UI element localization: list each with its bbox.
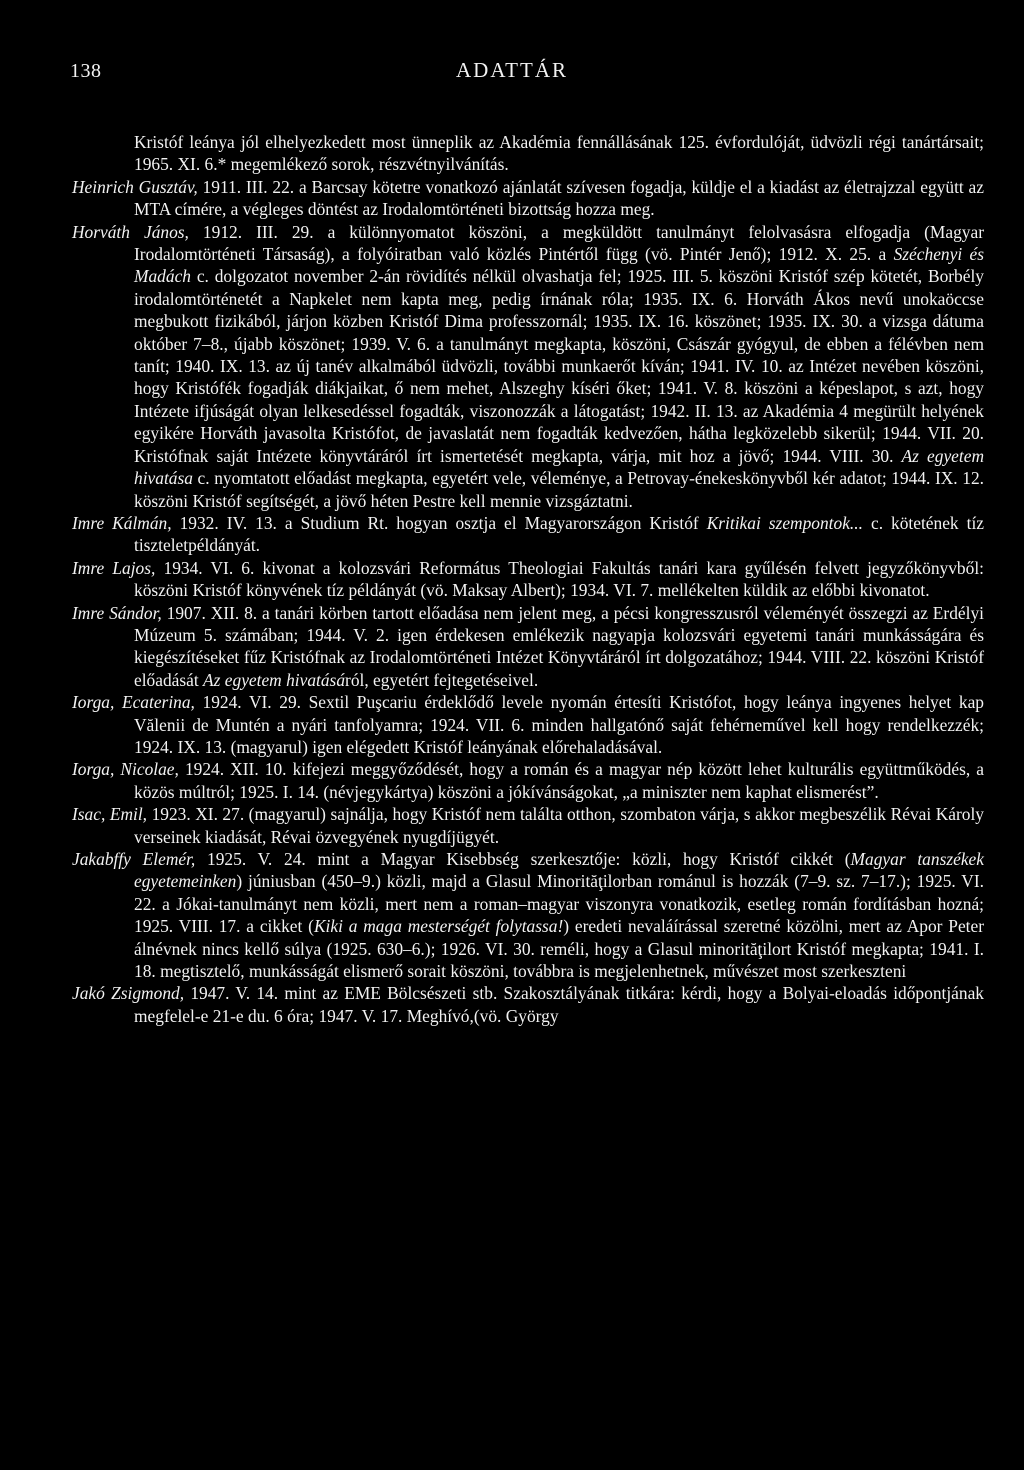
entry-continuation bbox=[72, 131, 984, 176]
entry-text: c. dolgozatot november 2-án rövidítés nélkül olvashatja fel; 1925. III. 5. köszöni Kristóf szép kötetét, Borbély irodalomtörténetét a Napkelet nem kapta meg, pedig írnának róla; 1935. IX. 6. Horváth Ákos nevű unokaöccse megbukott fizikából, járjon közben Kristóf Dima professzornál; 1935. IX. 16. köszönet; 1935. IX. 30. a vizsga dátuma október 7–8., újabb köszönet; 1939. V. 6. a tanulmányt megkapta, köszöni, Császár gyógyul, de ebben a félévben nem tanít; 1940. IX. 13. az új tanév alkalmából üdvözli, további munkaerőt kíván; 1941. IV. 10. az Intézet nevében köszöni, hogy Kristófék fogadják diákjaikat, ő nem mehet, Alszeghy kíséri őket; 1941. V. 8. köszöni a képeslapot, s azt, hogy Intézete ifjúságát olyan lelkesedéssel fogadták, viszonozzák a látogatást; 1942. II. 13. az Akadémia 4 megürült helyének egyikére Horváth javasolta Kristófot, de javaslatát nem fogadták kedvezően, hátha legközelebb sikerül; 1944. VII. 20. Kristófnak saját Intézete könyvtáráról írt ismertetését megkapta, várja, mit hoz a jövő; 1944. VIII. 30. bbox=[134, 266, 984, 466]
entry-text: 1947. V. 14. mint az EME Bölcsészeti stb. Szakosztályának titkára: kérdi, hogy a Bolyai-eloadás időpontjának megfelel-e 21-e du. 6 óra; 1947. V. 17. Meghívó,(vö. György bbox=[134, 983, 985, 1026]
work-title: Az egyetem hivatása bbox=[134, 445, 984, 489]
entry-imre-lajos bbox=[72, 557, 984, 602]
work-title: Széchenyi és Madách bbox=[134, 244, 984, 287]
entry-text: 1934. VI. 6. kivonat a kolozsvári Református Theologiai Fakultás tanári kara gyűlésén felvett jegyzőkönyvből: köszöni Kristóf könyvének tíz példányát (vö. Maksay Albert); 1934. VI. 7. mellékelten küldik az előbbi kivonatot. bbox=[134, 557, 984, 601]
entry-text: c. kötetének tíz tiszteletpéldányát. bbox=[134, 512, 984, 556]
body-text bbox=[72, 131, 984, 1027]
entry-text: Kristóf leánya jól elhelyezkedett most ünneplik az Akadémia fennállásának 125. évfordulóját, üdvözli régi tanártársait; 1965. XI. 6.* megemlékező sorok, részvétnyilvánítás. bbox=[134, 132, 984, 175]
entry-iorga-ecaterina bbox=[72, 691, 984, 758]
entry-text: 1932. IV. 13. a Studium Rt. hogyan osztja el Magyarországon Kristóf bbox=[171, 512, 707, 533]
work-title: Az egyetem hivatásá bbox=[203, 669, 346, 690]
entry-text: ) júniusban (450–9.) közli, majd a Glasul Minorităţilorban románul is hozzák (7–9. sz. 7–17.); 1925. VI. 22. a Jókai-tanulmányt nem közli, mert nem a roman–magyar viszonyra vonatkozik, esetleg román fordításban hozná; 1925. VIII. 17. a cikket ( bbox=[134, 871, 984, 937]
entry-name: Isac, Emil, bbox=[72, 804, 148, 825]
entry-text: 1924. XII. 10. kifejezi meggyőződését, hogy a román és a magyar nép között lehet kulturális együttműködés, a közös múltról; 1925. I. 14. (névjegykártya) köszöni a jókívánságokat, „a miniszter nem kaphat elismerést”. bbox=[134, 759, 984, 802]
page-header bbox=[0, 60, 1024, 90]
entry-name: Heinrich Gusztáv, bbox=[72, 176, 198, 197]
entry-name: Imre Lajos, bbox=[72, 557, 156, 578]
entry-text: 1907. XII. 8. a tanári körben tartott előadása nem jelent meg, a pécsi kongresszusról véleményét összegzi az Erdélyi Múzeum 5. számában; 1944. V. 2. igen érdekesen emlékezik nagyapja kolozsvári egyetemi tanári munkásságára és kiegészítéseket fűz Kristófnak az Irodalomtörténeti Intézet Könyvtáráról írt dolgozatához; 1944. VIII. 22. köszöni Kristóf előadását bbox=[134, 602, 984, 690]
work-title: Magyar tanszékek egyetemeinken bbox=[134, 849, 984, 892]
entry-text: 1925. V. 24. mint a Magyar Kisebbség szerkesztője: közli, hogy Kristóf cikkét ( bbox=[195, 849, 851, 869]
entry-text: ról, egyetért fejtegetéseivel. bbox=[345, 669, 539, 690]
work-title: Kritikai szempontok... bbox=[706, 512, 863, 533]
entry-imre-kalman bbox=[72, 512, 984, 557]
entry-name: Jakó Zsigmond, bbox=[72, 983, 185, 1004]
entry-text: 1924. VI. 29. Sextil Puşcariu érdeklődő levele nyomán értesíti Kristófot, hogy leánya ingyenes helyet kap Vălenii de Muntén a nyári tanfolyamra; 1924. VII. 6. minden hallgatónő saját fehérneművel kell hogy rendelkezzék; 1924. IX. 13. (magyarul) igen elégedett Kristóf leányának előrehaladásával. bbox=[134, 692, 984, 757]
entry-iorga-nicolae bbox=[72, 758, 984, 803]
entry-isac-emil bbox=[72, 803, 984, 848]
entry-name: Jakabffy Elemér, bbox=[72, 849, 196, 869]
running-head: ADATTÁR bbox=[456, 58, 568, 82]
entry-name: Imre Sándor, bbox=[72, 602, 162, 623]
entry-horvath-janos bbox=[72, 221, 984, 512]
entry-heinrich-gusztav bbox=[72, 176, 984, 221]
entry-text: c. nyomtatott előadást megkapta, egyetért vele, véleménye, a Petrovay-énekeskönyvből kér adatot; 1944. IX. 12. köszöni Kristóf segítségét, a jövő héten Pestre kell mennie vizsgáztatni. bbox=[134, 468, 984, 511]
entry-jakabffy-elemer bbox=[72, 848, 984, 982]
entry-jako-zsigmond bbox=[72, 982, 984, 1027]
entry-text: ) eredeti nevaláírással szeretné közölni, mert az Apor Peter álnévnek nincs kellő súlya (1925. 630–6.); 1926. VI. 30. reméli, hogy a Glasul minorităţilort Kristóf megkapta; 1941. I. 18. megtisztelő, munkásságát elismerő sorait köszöni, továbbra is megjelenhetnek, művészet most szerkeszteni bbox=[134, 916, 985, 982]
entry-text: 1911. III. 22. a Barcsay kötetre vonatkozó ajánlatát szívesen fogadja, küldje el a kiadást az életrajzzal együtt az MTA címére, a végleges döntést az Irodalomtörténeti bizottság hozza meg. bbox=[134, 176, 984, 220]
entry-name: Iorga, Ecaterina, bbox=[72, 692, 195, 713]
page-number: 138 bbox=[70, 60, 102, 82]
work-title: Kiki a maga mesterségét folytassa! bbox=[313, 916, 564, 937]
entry-name: Iorga, Nicolae, bbox=[72, 759, 179, 780]
entry-name: Horváth János, bbox=[72, 221, 189, 242]
entry-text: 1912. III. 29. a különnyomatot köszöni, a megküldött tanulmányt felolvasásra elfogadja (Magyar Irodalomtörténeti Társaság), a folyóiratban való közlés Pintértől függ (vö. Pintér Jenő); 1912. X. 25. a bbox=[134, 221, 984, 265]
entry-text: 1923. XI. 27. (magyarul) sajnálja, hogy Kristóf nem találta otthon, szombaton várja, s akkor megbeszélik Révai Károly verseinek kiadását, Révai özvegyének nyugdíjügyét. bbox=[134, 804, 984, 847]
entry-imre-sandor bbox=[72, 602, 984, 692]
entry-name: Imre Kálmán, bbox=[72, 512, 172, 533]
